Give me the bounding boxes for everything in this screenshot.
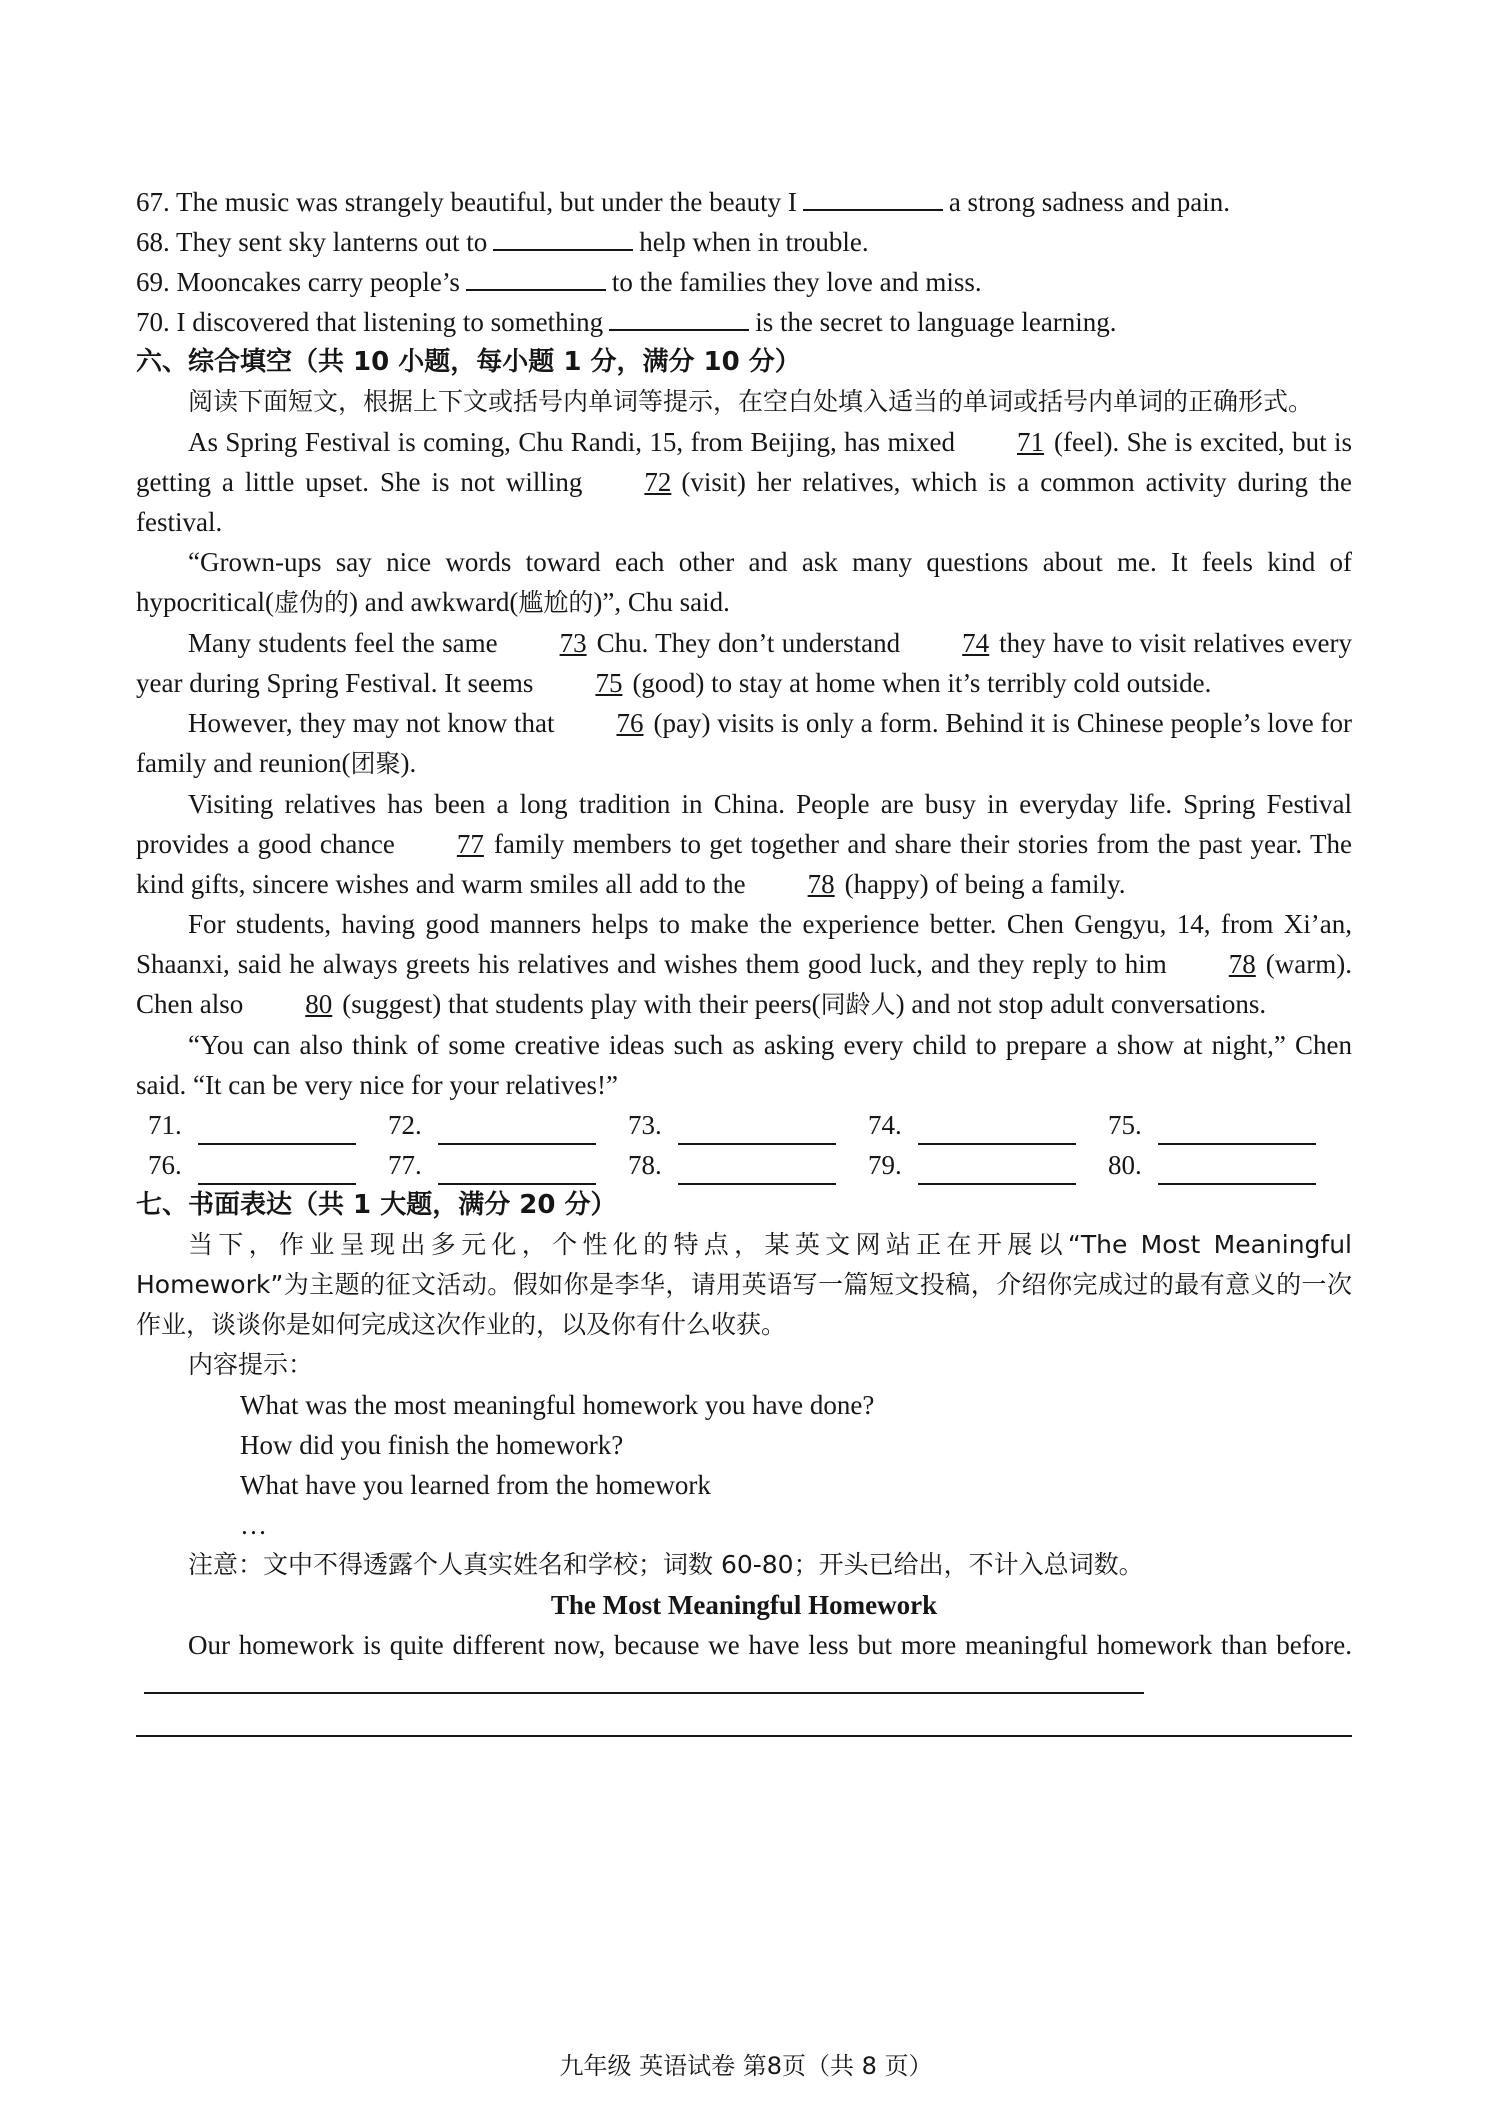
passage-text: (pay) visits is only a form. Behind it is Chinese people’s love for family and reunion( (136, 708, 1352, 778)
chinese-gloss: 尴尬的 (518, 588, 594, 617)
passage-text: they have to visit relatives every year during Spring Festival. It seems (136, 628, 1352, 698)
answer-line[interactable] (918, 1155, 1076, 1185)
answer-slot[interactable] (388, 1145, 628, 1185)
passage-text: (happy) of being a family. (844, 869, 1126, 899)
passage-text: “Grown-ups say nice words toward each other and ask many questions about me. It feels kind of hypocritical( (136, 547, 1352, 617)
passage-text: (feel). She is excited, but is getting a little upset. She is not willing (136, 427, 1352, 497)
question-text: a strong sadness and pain. (948, 187, 1231, 217)
passage-paragraph-1 (136, 422, 1352, 542)
section-6-instruction: 阅读下面短文，根据上下文或括号内单词等提示，在空白处填入适当的单词或括号内单词的正确形式。 (188, 387, 1314, 416)
question-text: 70. I discovered that listening to something (136, 307, 604, 337)
answer-line[interactable] (918, 1115, 1076, 1145)
question-text: 68. They sent sky lanterns out to (136, 227, 488, 257)
blank-number[interactable]: 75 (595, 668, 623, 698)
answer-line[interactable] (198, 1155, 356, 1185)
answer-line[interactable] (678, 1155, 836, 1185)
answer-label: 80. (1108, 1150, 1142, 1180)
answer-label: 77. (388, 1150, 422, 1180)
answer-line[interactable] (1158, 1115, 1316, 1145)
question-text: 67. The music was strangely beautiful, but under the beauty I (136, 187, 797, 217)
blank-number[interactable]: 76 (616, 708, 644, 738)
passage-text: family members to get together and share their stories from the past year. The kind gifts, sincere wishes and warm smiles all add to the (136, 829, 1352, 899)
blank-number[interactable]: 72 (644, 467, 672, 497)
section-6-heading: 六、综合填空（共 10 小题，每小题 1 分，满分 10 分） (136, 347, 801, 377)
passage-text: Visiting relatives has been a long tradition in China. People are busy in everyday life. Spring Festival provides a good chance (136, 789, 1352, 859)
blank-number[interactable]: 77 (456, 829, 484, 859)
hint-question: What was the most meaningful homework you have done? (240, 1390, 875, 1420)
question-text: is the secret to language learning. (755, 307, 1117, 337)
answer-slot[interactable] (1108, 1105, 1348, 1145)
answer-label: 74. (868, 1110, 902, 1140)
passage-text: (good) to stay at home when it’s terribly cold outside. (632, 668, 1212, 698)
passage-text: For students, having good manners helps to make the experience better. Chen Gengyu, 14, from Xi’an, Shaanxi, said he always greets his relatives and wishes them good luck, and they reply to him (136, 909, 1352, 979)
writing-note: 注意：文中不得透露个人真实姓名和学校；词数 60-80；开头已给出，不计入总词数。 (188, 1550, 1144, 1579)
answer-slot[interactable] (1108, 1145, 1348, 1185)
answer-line[interactable] (438, 1115, 596, 1145)
passage-text: ) and awkward( (348, 587, 519, 617)
passage-text: (suggest) that students play with their peers( (342, 989, 821, 1019)
answer-row-1 (136, 1105, 1352, 1145)
answer-slot[interactable] (148, 1105, 388, 1145)
question-67 (136, 182, 1352, 222)
passage-text: )”, Chu said. (593, 587, 730, 617)
question-text: 69. Mooncakes carry people’s (136, 267, 460, 297)
hint-ellipsis: … (240, 1510, 267, 1540)
writing-line[interactable] (136, 1705, 1352, 1737)
blank-number[interactable]: 78 (1228, 949, 1256, 979)
answer-slot[interactable] (868, 1145, 1108, 1185)
passage-paragraph-3 (136, 623, 1352, 703)
question-text: to the families they love and miss. (611, 267, 982, 297)
question-69 (136, 262, 1352, 302)
chinese-gloss: 同龄人 (820, 990, 896, 1019)
answer-label: 75. (1108, 1110, 1142, 1140)
section-7-heading: 七、书面表达（共 1 大题，满分 20 分） (136, 1190, 617, 1220)
answer-blank[interactable] (803, 185, 943, 211)
answer-line[interactable] (678, 1115, 836, 1145)
hint-label: 内容提示： (188, 1350, 314, 1379)
hint-question: How did you finish the homework? (240, 1430, 624, 1460)
passage-paragraph-2 (136, 542, 1352, 623)
answer-label: 73. (628, 1110, 662, 1140)
answer-line[interactable] (438, 1155, 596, 1185)
answer-label: 72. (388, 1110, 422, 1140)
answer-line[interactable] (198, 1115, 356, 1145)
section-7-prompt: 当下，作业呈现出多元化，个性化的特点，某英文网站正在开展以“The Most Meaningful Homework”为主题的征文活动。假如你是李华，请用英语写一篇短文投稿，介绍你完成过的最有意义的一次作业，谈谈你是如何完成这次作业的，以及你有什么收获。 (136, 1230, 1352, 1339)
passage-text: (visit) her relatives, which is a common activity during the festival. (136, 467, 1352, 537)
answer-label: 76. (148, 1150, 182, 1180)
passage-text: As Spring Festival is coming, Chu Randi, 15, from Beijing, has mixed (188, 427, 956, 457)
passage-text: Many students feel the same (188, 628, 498, 658)
page-footer: 九年级 英语试卷 第8页（共 8 页） (559, 2052, 933, 2080)
question-70 (136, 302, 1352, 342)
blank-number[interactable]: 78 (807, 869, 835, 899)
answer-label: 79. (868, 1150, 902, 1180)
essay-opening (136, 1625, 1352, 1705)
answer-label: 71. (148, 1110, 182, 1140)
blank-number[interactable]: 80 (305, 989, 333, 1019)
essay-title: The Most Meaningful Homework (550, 1590, 938, 1620)
question-68 (136, 222, 1352, 262)
blank-number[interactable]: 73 (559, 628, 587, 658)
passage-paragraph-6 (136, 904, 1352, 1025)
passage-text: (warm). Chen also (136, 949, 1352, 1019)
question-text: help when in trouble. (639, 227, 869, 257)
writing-line[interactable] (144, 1668, 1144, 1694)
answer-slot[interactable] (148, 1145, 388, 1185)
answer-slot[interactable] (868, 1105, 1108, 1145)
passage-text: Chu. They don’t understand (596, 628, 901, 658)
passage-paragraph-5 (136, 784, 1352, 904)
blank-number[interactable]: 71 (1017, 427, 1045, 457)
passage-paragraph-4 (136, 703, 1352, 784)
answer-slot[interactable] (628, 1105, 868, 1145)
essay-opening-text: Our homework is quite different now, because we have less but more meaningful homework than before. (188, 1630, 1352, 1660)
answer-label: 78. (628, 1150, 662, 1180)
answer-slot[interactable] (628, 1145, 868, 1185)
answer-slot[interactable] (388, 1105, 628, 1145)
passage-text: However, they may not know that (188, 708, 555, 738)
answer-row-2 (136, 1145, 1352, 1185)
answer-blank[interactable] (466, 265, 606, 291)
passage-paragraph-7: “You can also think of some creative ideas such as asking every child to prepare a show at night,” Chen said. “It can be very nice for your relatives!” (136, 1030, 1352, 1100)
answer-line[interactable] (1158, 1155, 1316, 1185)
chinese-gloss: 虚伪的 (273, 588, 349, 617)
answer-blank[interactable] (609, 305, 749, 331)
hint-question: What have you learned from the homework (240, 1470, 711, 1500)
passage-text: ) and not stop adult conversations. (895, 989, 1267, 1019)
chinese-gloss: 团聚 (350, 749, 401, 778)
blank-number[interactable]: 74 (962, 628, 990, 658)
passage-text: ). (400, 748, 417, 778)
answer-blank[interactable] (493, 225, 633, 251)
